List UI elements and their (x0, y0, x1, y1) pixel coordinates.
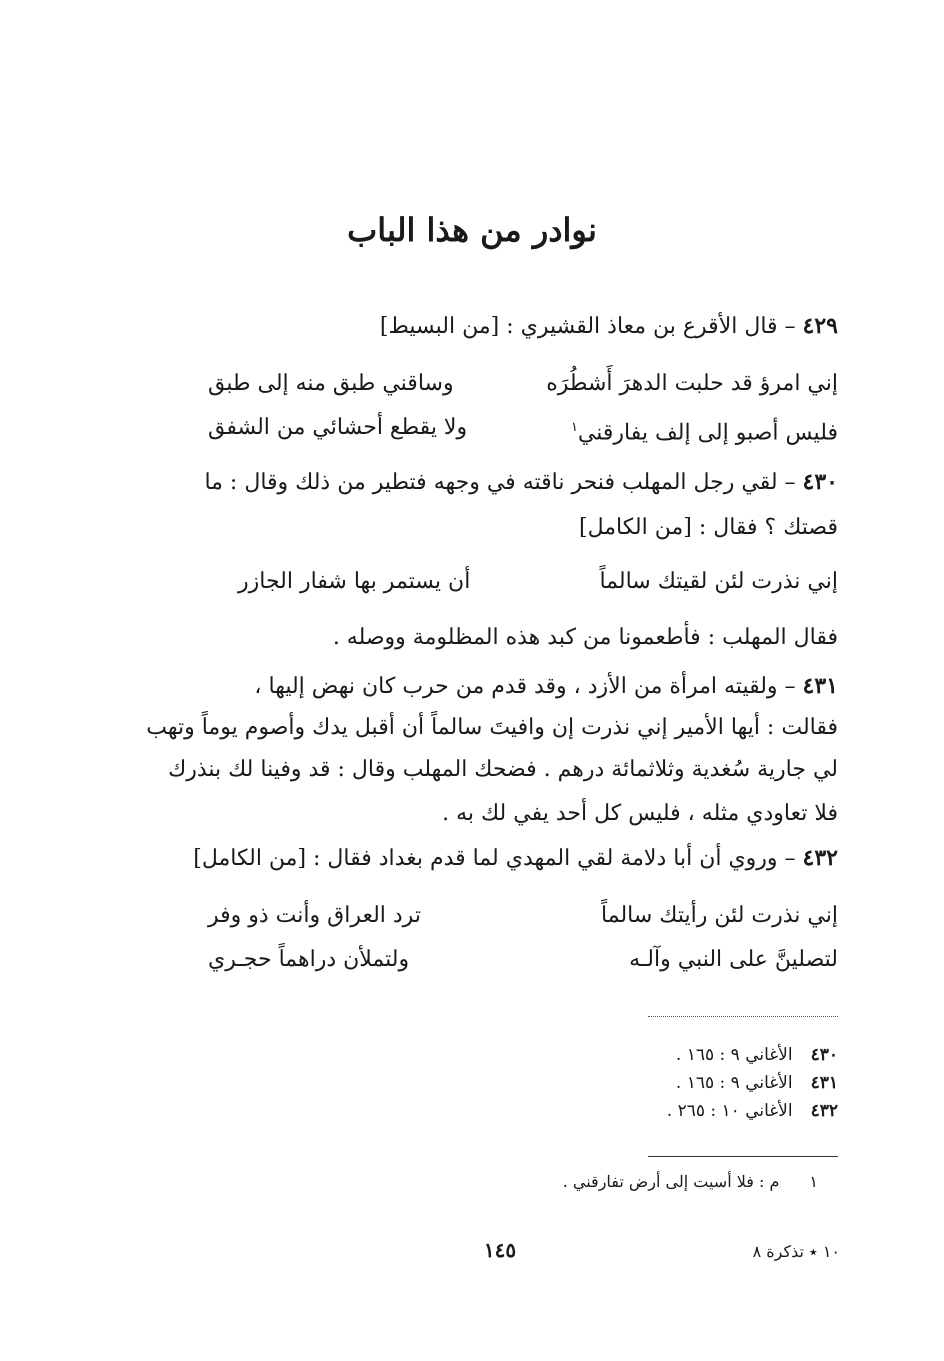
source-text: الأغاني ١٠ : ٢٦٥ . (666, 1101, 793, 1121)
verse-hemistich-second: أن يستمر بها شفار الجازر (238, 569, 471, 594)
source-number: ٤٣٠ (810, 1045, 838, 1065)
source-text: الأغاني ٩ : ١٦٥ . (675, 1073, 793, 1093)
verse-line (208, 364, 838, 404)
footnote-text: م : فلا أسيت إلى أرض تفارقني . (562, 1172, 780, 1191)
verse-hemistich-second: ولا يقطع أحشائي من الشفق (208, 415, 468, 440)
entry-text: – وروي أن أبا دلامة لقي المهدي لما قدم بغداد فقال : [من الكامل] (193, 846, 796, 871)
page-number: ١٤٥ (483, 1238, 517, 1262)
verse-hemistich-first (571, 408, 838, 453)
entry-number: ٤٢٩ (802, 313, 838, 339)
verse-hemistich-first: إني نذرت لئن لقيتك سالماً (599, 569, 838, 594)
footnote (563, 1170, 818, 1194)
entry-430-line-2: قصتك ؟ فقال : [من الكامل] (579, 515, 838, 540)
source-text: الأغاني ٩ : ١٦٥ . (675, 1045, 793, 1065)
footnote-number: ١ (809, 1172, 818, 1191)
source-reference (676, 1042, 838, 1068)
entry-number: ٤٣١ (802, 673, 838, 699)
verse-hemistich-first: لتصلينَّ على النبي وآلـه (629, 947, 838, 972)
footnote-marker: ١ (570, 420, 578, 435)
source-reference (676, 1070, 838, 1096)
verse-hemistich-first: إني امرؤ قد حلبت الدهرَ أَشطُرَه (546, 371, 838, 396)
entry-430-line-1 (168, 462, 838, 503)
entry-430-conclusion: فقال المهلب : فأطعمونا من كبد هذه المظلومة ووصله . (332, 625, 838, 650)
signature-mark: ١٠ ٭ تذكرة ٨ (752, 1242, 840, 1261)
verse-hemistich-second: ترد العراق وأنت ذو وفر (208, 903, 421, 928)
entry-431-line-2: فقالت : أيها الأمير إني نذرت إن وافيتَ سالماً أن أقبل يدك وأصوم يوماً وتهب (146, 715, 838, 740)
entry-number: ٤٣٢ (802, 845, 838, 871)
source-number: ٤٣١ (810, 1073, 838, 1093)
verse-hemistich-second: وساقني طبق منه إلى طبق (208, 371, 454, 396)
verse-line (208, 408, 838, 453)
verse-hemistich-second: ولتملأن دراهماً حجـري (208, 947, 410, 972)
entry-432-line-1 (168, 838, 838, 879)
entry-text: – قال الأقرع بن معاذ القشيري : [من البسيط] (379, 314, 796, 339)
verse-hemistich-first: إني نذرت لئن رأيتك سالماً (601, 903, 838, 928)
entry-431-line-1 (168, 666, 838, 707)
entry-text: – لقي رجل المهلب فنحر ناقته في وجهه فتطير من ذلك وقال : ما (204, 470, 796, 495)
source-number: ٤٣٢ (810, 1101, 838, 1121)
verse-line (208, 940, 838, 980)
page-title: نوادر من هذا الباب (347, 211, 597, 249)
entry-431-line-4: فلا تعاودي مثله ، فليس كل أحد يفي لك به . (442, 801, 838, 826)
sources-separator (648, 1016, 838, 1017)
entry-429-heading (168, 306, 838, 347)
verse-text: فليس أصبو إلى إلف يفارقني (577, 420, 838, 446)
source-reference (667, 1098, 838, 1124)
verse-line (238, 562, 838, 602)
footnote-separator (648, 1156, 838, 1157)
verse-line (208, 896, 838, 936)
entry-number: ٤٣٠ (802, 469, 838, 495)
entry-431-line-3: لي جارية سُغدية وثلاثمائة درهم . فضحك المهلب وقال : قد وفينا لك بنذرك (168, 757, 838, 782)
entry-text: – ولقيته امرأة من الأزد ، وقد قدم من حرب كان نهض إليها ، (254, 674, 796, 699)
